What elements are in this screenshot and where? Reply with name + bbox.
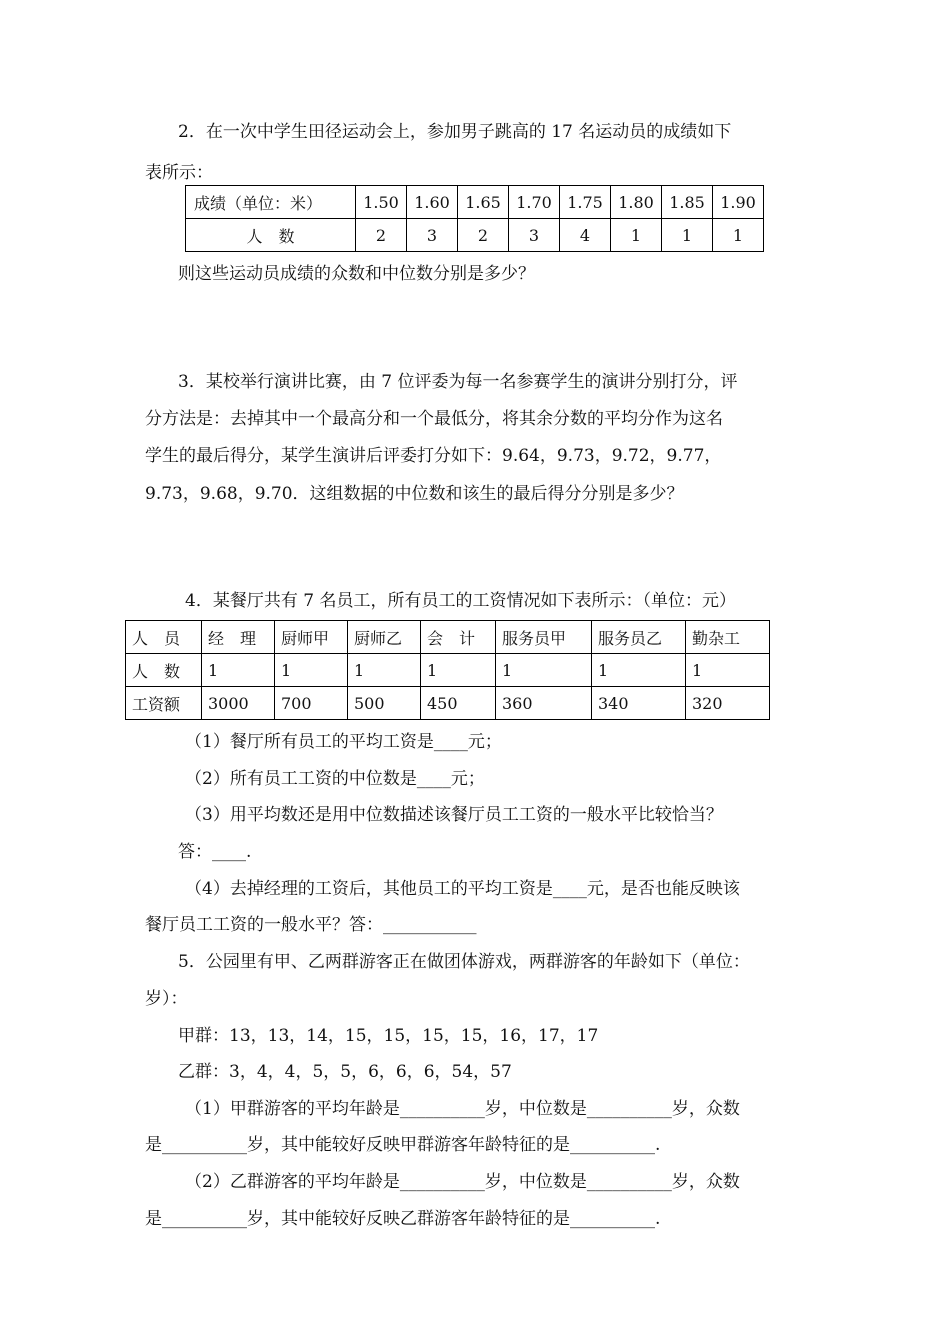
table-row [186,186,764,219]
q3-line4: 9.73，9.68，9.70．这组数据的中位数和该生的最后得分分别是多少？ [145,484,684,504]
table-cell: 3 [509,219,560,252]
q4-sub4-line1: （4）去掉经理的工资后，其他员工的平均工资是____元，是否也能反映该 [185,879,740,899]
q5-sub2-line2: 是__________岁，其中能较好反映乙群游客年龄特征的是__________. [145,1209,661,1229]
table-cell: 1 [496,654,592,687]
q5-group-b: 乙群：3，4，4，5，5，6，6，6，54，57 [178,1062,512,1082]
q4-sub4-line2: 餐厅员工工资的一般水平？答：___________ [145,915,477,935]
q4-sub2: （2）所有员工工资的中位数是____元； [185,769,485,789]
table-cell: 1 [611,219,662,252]
jump-results-table [185,185,764,252]
table-cell: 1.80 [611,186,662,219]
table-cell: 人 数 [126,654,202,687]
table-row [186,219,764,252]
q5-line1: 5．公园里有甲、乙两群游客正在做团体游戏，两群游客的年龄如下（单位： [178,952,750,972]
table-cell: 4 [560,219,611,252]
q3-line3: 学生的最后得分，某学生演讲后评委打分如下：9.64，9.73，9.72，9.77， [145,446,722,466]
table-cell: 1.50 [356,186,407,219]
table-cell: 成绩（单位：米） [186,186,356,219]
q2-line1: 2．在一次中学生田径运动会上，参加男子跳高的 17 名运动员的成绩如下 [178,122,732,142]
table-cell: 340 [592,687,686,720]
table-cell: 1 [713,219,764,252]
table-cell: 1.70 [509,186,560,219]
table-row [126,654,770,687]
table-cell: 1 [592,654,686,687]
table-row [126,687,770,720]
table-cell: 厨师乙 [348,621,421,654]
table-cell: 2 [356,219,407,252]
table-cell: 勤杂工 [686,621,770,654]
q4-line1: 4．某餐厅共有 7 名员工，所有员工的工资情况如下表所示：（单位：元） [185,591,736,611]
table-row [126,621,770,654]
salary-table [125,620,770,720]
table-cell: 1.75 [560,186,611,219]
table-cell: 700 [275,687,348,720]
table-cell: 1.60 [407,186,458,219]
q5-sub1-line1: （1）甲群游客的平均年龄是__________岁，中位数是__________岁，众数 [185,1099,740,1119]
table-cell: 1 [421,654,496,687]
q5-sub1-line2: 是__________岁，其中能较好反映甲群游客年龄特征的是__________. [145,1135,661,1155]
table-cell: 1.90 [713,186,764,219]
table-cell: 经 理 [202,621,275,654]
table-cell: 1 [686,654,770,687]
table-cell: 服务员甲 [496,621,592,654]
table-cell: 会 计 [421,621,496,654]
table-cell: 360 [496,687,592,720]
q5-sub2-line1: （2）乙群游客的平均年龄是__________岁，中位数是__________岁，众数 [185,1172,740,1192]
table-cell: 厨师甲 [275,621,348,654]
table-cell: 1 [202,654,275,687]
q5-group-a: 甲群：13，13，14，15，15，15，15，16，17，17 [178,1026,599,1046]
q2-line2: 表所示： [145,163,213,183]
table-cell: 500 [348,687,421,720]
table-cell: 1.85 [662,186,713,219]
q4-sub1: （1）餐厅所有员工的平均工资是____元； [185,732,502,752]
table-cell: 服务员乙 [592,621,686,654]
q5-line2: 岁）： [145,989,188,1009]
table-cell: 工资额 [126,687,202,720]
table-cell: 人 员 [126,621,202,654]
table-cell: 1.65 [458,186,509,219]
table-cell: 2 [458,219,509,252]
table-cell: 1 [275,654,348,687]
q4-sub3-answer: 答：____. [178,842,252,862]
table-cell: 人 数 [186,219,356,252]
table-cell: 1 [348,654,421,687]
q3-line2: 分方法是：去掉其中一个最高分和一个最低分，将其余分数的平均分作为这名 [145,409,723,429]
q4-sub3: （3）用平均数还是用中位数描述该餐厅员工工资的一般水平比较恰当？ [185,805,723,825]
q2-question: 则这些运动员成绩的众数和中位数分别是多少？ [178,264,535,284]
table-cell: 450 [421,687,496,720]
table-cell: 1 [662,219,713,252]
table-cell: 3 [407,219,458,252]
q3-line1: 3．某校举行演讲比赛，由 7 位评委为每一名参赛学生的演讲分别打分，评 [178,372,738,392]
table-cell: 320 [686,687,770,720]
table-cell: 3000 [202,687,275,720]
